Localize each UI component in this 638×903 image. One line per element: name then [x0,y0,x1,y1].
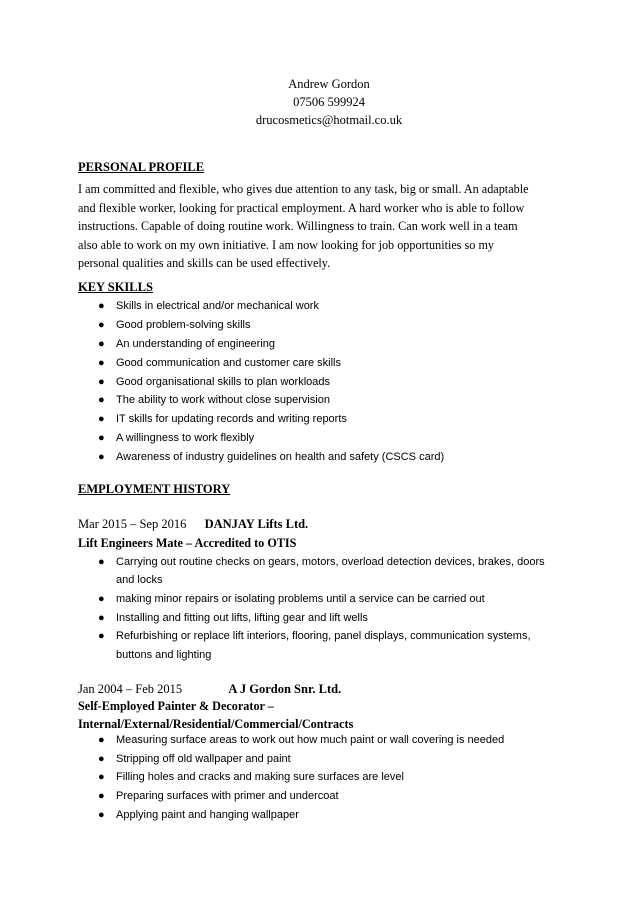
bullet-icon: ● [98,611,105,624]
list-item: ● Good communication and customer care skills [78,355,548,374]
list-item: ● Skills in electrical and/or mechanical work [78,298,548,317]
job-title: Self-Employed Painter & Decorator – Internal/External/Residential/Commercial/Contracts [78,699,354,731]
list-item: ● Measuring surface areas to work out how much paint or wall covering is needed [78,731,548,750]
profile-heading: PERSONAL PROFILE [78,160,205,174]
profile-text [78,180,560,273]
list-item: ● Filling holes and cracks and making sure surfaces are level [78,768,548,787]
job-title: Lift Engineers Mate – Accredited to OTIS [78,536,297,550]
employment-heading: EMPLOYMENT HISTORY [78,482,231,496]
skills-list [78,298,548,468]
profile-line: instructions. Capable of doing routine work. Willingness to train. Can work well in a team [78,219,518,234]
bullet-icon: ● [98,592,105,605]
list-item: ● Carrying out routine checks on gears, motors, overload detection devices, brakes, doors and locks [78,553,548,590]
list-item: ● Stripping off old wallpaper and paint [78,750,548,769]
contact-name: Andrew Gordon [288,77,370,91]
job-duties [78,731,548,825]
job-header [78,517,308,532]
list-item: ● Refurbishing or replace lift interiors, flooring, panel displays, communication systems, buttons and lighting [78,627,548,664]
contact-phone: 07506 599924 [293,95,365,109]
list-item: ● An understanding of engineering [78,336,548,355]
job-dates: Mar 2015 – Sep 2016 [78,517,187,531]
bullet-icon: ● [98,734,105,746]
job-duties [78,553,548,664]
bullet-icon: ● [98,318,105,331]
bullet-icon: ● [98,808,105,821]
bullet-icon: ● [98,300,105,312]
list-item: ● Awareness of industry guidelines on health and safety (CSCS card) [78,449,548,468]
list-item: ● Applying paint and hanging wallpaper [78,806,548,825]
bullet-icon: ● [98,630,105,643]
bullet-icon: ● [98,413,105,426]
bullet-icon: ● [98,752,105,765]
job-dates: Jan 2004 – Feb 2015 [78,682,183,696]
job-header [78,682,341,697]
list-item: ● Preparing surfaces with primer and undercoat [78,787,548,806]
profile-line: personal qualities and skills can be used effectively. [78,256,331,271]
skills-heading: KEY SKILLS [78,280,153,294]
bullet-icon: ● [98,451,105,464]
list-item: ● The ability to work without close supervision [78,392,548,411]
bullet-icon: ● [98,432,105,445]
list-item: ● making minor repairs or isolating problems until a service can be carried out [78,590,548,609]
profile-line: I am committed and flexible, who gives due attention to any task, big or small. An adaptable [78,182,529,196]
contact-email: drucosmetics@hotmail.co.uk [255,113,403,127]
bullet-icon: ● [98,394,105,407]
bullet-icon: ● [98,356,105,369]
bullet-icon: ● [98,337,105,350]
list-item: ● Good problem-solving skills [78,317,548,336]
list-item: ● A willingness to work flexibly [78,430,548,449]
profile-line: also able to work on my own initiative. I am now looking for job opportunities so my [78,237,495,252]
bullet-icon: ● [98,771,105,784]
bullet-icon: ● [98,556,105,568]
list-item: ● Good organisational skills to plan workloads [78,374,548,393]
job-company: A J Gordon Snr. Ltd. [228,682,342,696]
bullet-icon: ● [98,790,105,803]
list-item: ● Installing and fitting out lifts, lifting gear and lift wells [78,609,548,628]
list-item: ● IT skills for updating records and writing reports [78,411,548,430]
profile-line: and flexible worker, looking for practical employment. A hard worker who is able to follow [78,200,525,215]
bullet-icon: ● [98,375,105,388]
job-company: DANJAY Lifts Ltd. [204,517,309,531]
contact-header [0,75,638,129]
